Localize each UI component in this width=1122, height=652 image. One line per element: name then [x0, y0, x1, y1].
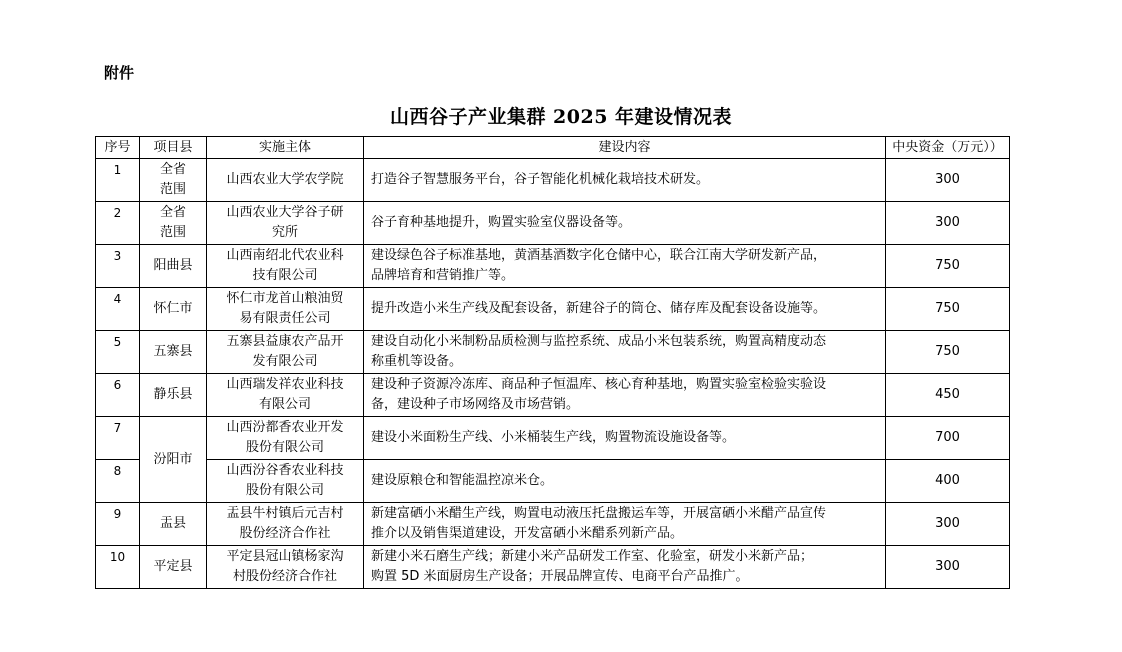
cell-entity: 山西南绍北代农业科 技有限公司: [207, 245, 364, 288]
cell-content: 建设自动化小米制粉品质检测与监控系统、成品小米包装系统，购置高精度动态 称重机等设备。: [364, 331, 886, 374]
cell-seq: 1: [96, 159, 140, 202]
table-body: [96, 159, 1010, 589]
construction-table: [95, 136, 1010, 589]
table-row: [96, 288, 1010, 331]
cell-seq: 9: [96, 503, 140, 546]
cell-seq: 5: [96, 331, 140, 374]
cell-county: 阳曲县: [140, 245, 207, 288]
cell-entity: 平定县冠山镇杨家沟 村股份经济合作社: [207, 546, 364, 589]
cell-seq: 8: [96, 460, 140, 503]
cell-fund: 300: [886, 202, 1010, 245]
header-fund: 中央资金（万元））: [886, 137, 1010, 159]
cell-content: 新建富硒小米醋生产线，购置电动液压托盘搬运车等，开展富硒小米醋产品宣传 推介以及销售渠道建设，开发富硒小米醋系列新产品。: [364, 503, 886, 546]
cell-entity: 山西汾谷香农业科技 股份有限公司: [207, 460, 364, 503]
cell-seq: 6: [96, 374, 140, 417]
table-row: [96, 202, 1010, 245]
header-seq: 序号: [96, 137, 140, 159]
cell-entity: 山西汾都香农业开发 股份有限公司: [207, 417, 364, 460]
cell-entity: 山西瑞发祥农业科技 有限公司: [207, 374, 364, 417]
cell-county: 怀仁市: [140, 288, 207, 331]
cell-fund: 700: [886, 417, 1010, 460]
cell-seq: 4: [96, 288, 140, 331]
table-row: [96, 460, 1010, 503]
header-content: 建设内容: [364, 137, 886, 159]
cell-seq: 7: [96, 417, 140, 460]
table-row: [96, 503, 1010, 546]
cell-county: 五寨县: [140, 331, 207, 374]
header-entity: 实施主体: [207, 137, 364, 159]
attachment-label: 附件: [104, 64, 135, 82]
cell-entity: 五寨县益康农产品开 发有限公司: [207, 331, 364, 374]
cell-entity: 盂县牛村镇后元吉村 股份经济合作社: [207, 503, 364, 546]
cell-content: 建设小米面粉生产线、小米桶装生产线，购置物流设施设备等。: [364, 417, 886, 460]
table-row: [96, 374, 1010, 417]
cell-seq: 10: [96, 546, 140, 589]
cell-fund: 300: [886, 159, 1010, 202]
cell-county: 全省 范围: [140, 202, 207, 245]
cell-fund: 750: [886, 331, 1010, 374]
cell-content: 谷子育种基地提升，购置实验室仪器设备等。: [364, 202, 886, 245]
cell-county: 盂县: [140, 503, 207, 546]
cell-county: 平定县: [140, 546, 207, 589]
table-row: [96, 159, 1010, 202]
cell-fund: 750: [886, 288, 1010, 331]
table-row: [96, 546, 1010, 589]
cell-content: 建设绿色谷子标准基地，黄酒基酒数字化仓储中心，联合江南大学研发新产品， 品牌培育和营销推广等。: [364, 245, 886, 288]
cell-county: 静乐县: [140, 374, 207, 417]
cell-fund: 400: [886, 460, 1010, 503]
cell-entity: 山西农业大学农学院: [207, 159, 364, 202]
cell-content: 提升改造小米生产线及配套设备，新建谷子的筒仓、储存库及配套设备设施等。: [364, 288, 886, 331]
table-row: [96, 331, 1010, 374]
cell-content: 建设种子资源冷冻库、商品种子恒温库、核心育种基地，购置实验室检验实验设 备，建设种子市场网络及市场营销。: [364, 374, 886, 417]
cell-fund: 300: [886, 546, 1010, 589]
table-header-row: [96, 137, 1010, 159]
cell-content: 建设原粮仓和智能温控凉米仓。: [364, 460, 886, 503]
cell-county: 全省 范围: [140, 159, 207, 202]
cell-seq: 2: [96, 202, 140, 245]
cell-entity: 怀仁市龙首山粮油贸 易有限责任公司: [207, 288, 364, 331]
cell-content: 打造谷子智慧服务平台，谷子智能化机械化栽培技术研发。: [364, 159, 886, 202]
cell-fund: 750: [886, 245, 1010, 288]
page-title: 山西谷子产业集群 2025 年建设情况表: [389, 106, 733, 128]
cell-fund: 300: [886, 503, 1010, 546]
cell-fund: 450: [886, 374, 1010, 417]
cell-seq: 3: [96, 245, 140, 288]
cell-county: 汾阳市: [140, 417, 207, 503]
header-county: 项目县: [140, 137, 207, 159]
table-row: [96, 245, 1010, 288]
table-row: [96, 417, 1010, 460]
cell-content: 新建小米石磨生产线；新建小米产品研发工作室、化验室，研发小米新产品； 购置 5D 米面厨房生产设备；开展品牌宣传、电商平台产品推广。: [364, 546, 886, 589]
cell-entity: 山西农业大学谷子研 究所: [207, 202, 364, 245]
